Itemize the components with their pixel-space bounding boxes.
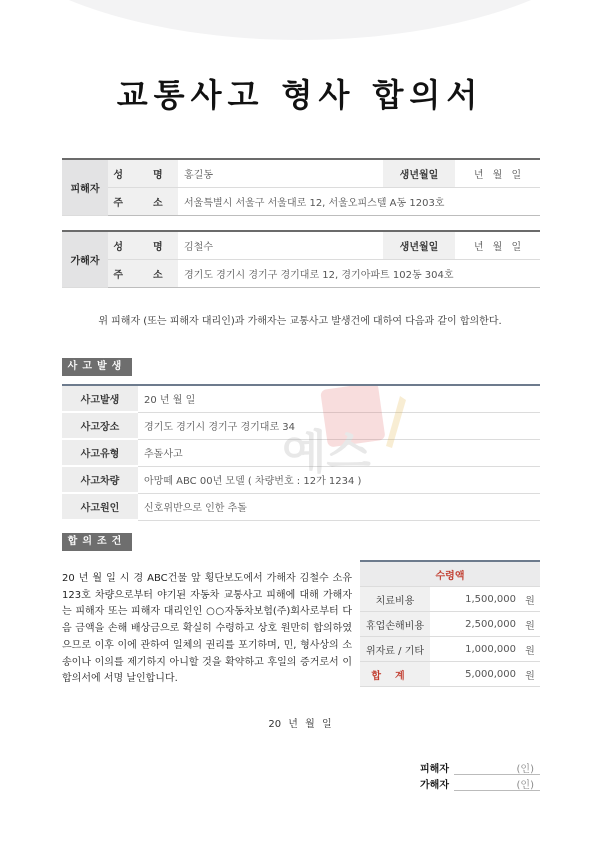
agreement-section-badge: 합의조건 <box>62 533 132 551</box>
offender-name: 김철수 <box>178 231 383 260</box>
settlement-row <box>360 587 540 612</box>
victim-name-label: 성 명 <box>108 159 178 188</box>
accident-row-value: 경기도 경기시 경기구 경기대로 34 <box>138 412 540 439</box>
accident-row-value: 아망떼 ABC 00년 모델 ( 차량번호 : 12가 1234 ) <box>138 466 540 493</box>
settlement-total-label: 합계 <box>360 662 430 687</box>
settlement-item-amount: 2,500,000 <box>430 612 520 637</box>
offender-name-label: 성 명 <box>108 231 178 260</box>
accident-section-badge: 사고발생 <box>62 358 132 376</box>
settlement-row <box>360 612 540 637</box>
settlement-header: 수령액 <box>360 561 540 587</box>
signing-date: 20 년 월 일 <box>268 719 332 730</box>
settlement-item-amount: 1,500,000 <box>430 587 520 612</box>
signature-name: 가해자 <box>420 780 449 791</box>
intro-statement: 위 피해자 (또는 피해자 대리인)과 가해자는 교통사고 발생건에 대하여 다음과 같이 합의한다. <box>98 316 502 327</box>
currency-unit: 원 <box>520 637 540 662</box>
settlement-item-amount: 1,000,000 <box>430 637 520 662</box>
page-title: 교통사고 형사 합의서 <box>116 76 484 114</box>
accident-row-value: 20 년 월 일 <box>138 385 540 412</box>
agreement-text: 20 년 월 일 시 경 ABC건물 앞 횡단보도에서 가해자 김철수 소유 123호 차량으로부터 야기된 자동차 교통사고 피해에 대해 가해자는 피해자 또는 피해자 대리인인 ○○자동차보험(주)회사로부터 다음 금액을 손해 배상금으로 확실히 수령하고 상호 원만히 합의하였으므로 이후 이에 관하여 일체의 권리를 포기하며, 민, 형사상의 소송이나 이의를 제기하지 아니할 것을 확약하고 후일의 증거로서 이 합의서에 서명 날인합니다. <box>62 573 352 685</box>
accident-row-label: 사고유형 <box>62 439 138 466</box>
signature-name: 피해자 <box>420 764 449 775</box>
seal-mark: (인) <box>516 764 534 775</box>
victim-signature-line <box>420 760 540 776</box>
settlement-item-label: 위자료 / 기타 <box>360 637 430 662</box>
victim-birth: 년 월 일 <box>455 159 540 188</box>
accident-row-value: 추돌사고 <box>138 439 540 466</box>
offender-birth-label: 생년월일 <box>383 231 455 260</box>
watermark-logo <box>282 386 432 496</box>
victim-address-label: 주 소 <box>108 188 178 216</box>
victim-header: 피해자 <box>62 159 108 216</box>
offender-address: 경기도 경기시 경기구 경기대로 12, 경기아파트 102동 304호 <box>178 260 540 288</box>
accident-row <box>62 493 540 520</box>
settlement-total-row <box>360 662 540 687</box>
accident-row-label: 사고원인 <box>62 493 138 520</box>
offender-table <box>62 230 540 288</box>
svg-text:예스: 예스 <box>282 425 371 479</box>
settlement-amount-table <box>360 560 540 687</box>
currency-unit: 원 <box>520 662 540 687</box>
seal-mark: (인) <box>516 780 534 791</box>
accident-row-label: 사고차량 <box>62 466 138 493</box>
currency-unit: 원 <box>520 587 540 612</box>
offender-address-label: 주 소 <box>108 260 178 288</box>
accident-row-label: 사고발생 <box>62 385 138 412</box>
accident-row-value: 신호위반으로 인한 추돌 <box>138 493 540 520</box>
offender-birth: 년 월 일 <box>455 231 540 260</box>
victim-birth-label: 생년월일 <box>383 159 455 188</box>
header-background-arc <box>0 0 600 40</box>
offender-signature-line <box>420 776 540 792</box>
accident-row-label: 사고장소 <box>62 412 138 439</box>
victim-name: 홍길동 <box>178 159 383 188</box>
settlement-item-label: 치료비용 <box>360 587 430 612</box>
settlement-total-amount: 5,000,000 <box>430 662 520 687</box>
settlement-row <box>360 637 540 662</box>
settlement-item-label: 휴업손해비용 <box>360 612 430 637</box>
victim-table <box>62 158 540 216</box>
currency-unit: 원 <box>520 612 540 637</box>
offender-header: 가해자 <box>62 231 108 288</box>
victim-address: 서울특별시 서울구 서울대로 12, 서울오피스텔 A동 1203호 <box>178 188 540 216</box>
